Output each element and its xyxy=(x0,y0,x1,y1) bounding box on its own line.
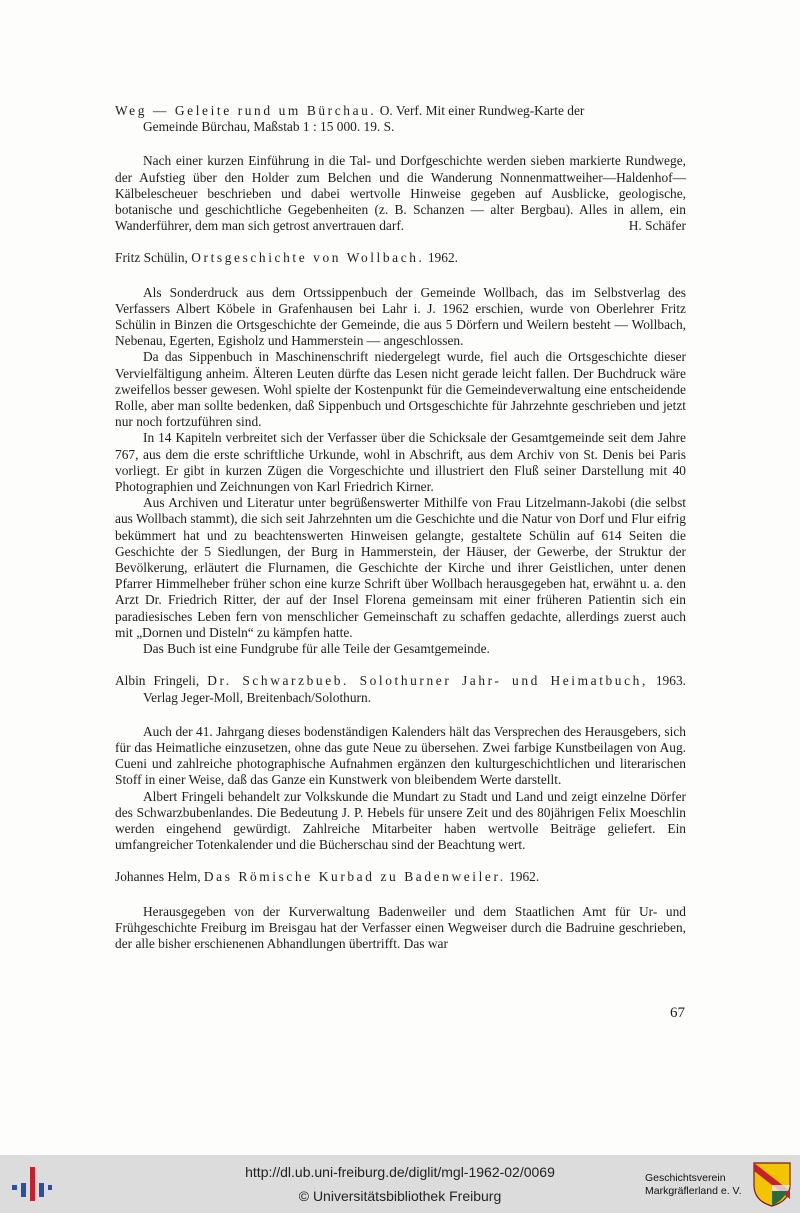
publication-details: 1962. xyxy=(424,250,458,266)
book-title: Das Römische Kurbad zu Badenweiler. xyxy=(203,869,506,885)
review-paragraph: In 14 Kapiteln verbreitet sich der Verfasser über die Schicksale der Gesamtgemeinde seit dem Jahre 767, aus dem die erste schriftliche Urkunde, wohl in Abschrift, aus dem Archiv von St. Denis bei Paris vorliegt. Er gibt in kurzen Zügen die Vorgeschichte und illustriert den Fluß seiner Darstellung mit 40 Photographien und Zeichnungen von Karl Friedrich Kirner. xyxy=(115,430,686,495)
publication-details: 1963. Verlag Jeger-Moll, Breitenbach/Solothurn. xyxy=(143,673,686,705)
book-title: Ortsgeschichte von Wollbach. xyxy=(191,250,425,266)
review-paragraph: Da das Sippenbuch in Maschinenschrift niedergelegt wurde, fiel auch die Ortsgeschichte dieser Vervielfältigung anheim. Älteren Leuten dürfte das Lesen nicht gerade leicht fallen. Der Buchdruck wäre zweifellos besser gewesen. Wohl spielte der Kostenpunkt für die Gemeindeverwaltung eine entscheidende Rolle, aber man sollte bedenken, daß Sippenbuch und Ortsgeschichte für Jahrzehnte geschrieben und jetzt nur noch fortzuführen sind. xyxy=(115,349,686,430)
author-name: Albin Fringeli, xyxy=(115,673,208,689)
author-name: Johannes Helm, xyxy=(115,869,204,885)
publication-details: 1962. xyxy=(505,869,540,885)
reviewer-signature: H. Schäfer xyxy=(628,218,686,234)
publication-details: O. Verf. Mit einer Rundweg-Karte der xyxy=(376,103,585,118)
coat-of-arms-icon[interactable] xyxy=(752,1161,792,1207)
review-heading xyxy=(115,673,686,705)
review-entry xyxy=(115,250,686,657)
review-entry xyxy=(115,673,686,853)
review-paragraph: Das Buch ist eine Fundgrube für alle Teile der Gesamtgemeinde. xyxy=(143,641,490,657)
review-paragraph: Als Sonderdruck aus dem Ortssippenbuch der Gemeinde Wollbach, das im Selbstverlag des Verfassers Albert Köbele in Grafenhausen bei Lahr i. J. 1962 erschien, wurde von Oberlehrer Fritz Schülin in Binzen die Ortsgeschichte der Gemeinde, die aus 5 Dörfern und Weilern besteht — Wollbach, Nebenau, Egerten, Egisholz und Hammerstein — angeschlossen. xyxy=(115,284,686,349)
review-entry xyxy=(115,103,686,234)
review-paragraph: Herausgegeben von der Kurverwaltung Badenweiler und dem Staatlichen Amt für Ur- und Frühgeschichte Freiburg im Breisgau hat der Verfasser einen Wegweiser durch die Badruine geschrieben, der alle bisher erschienenen Abhandlungen übertrifft. Das war xyxy=(115,903,686,951)
book-title: Weg — Geleite rund um Bürchau. xyxy=(115,103,377,118)
society-name: Geschichtsverein Markgräflerland e. V. xyxy=(645,1172,742,1197)
review-paragraph: Aus Archiven und Literatur unter begrüßenswerter Mithilfe von Frau Litzelmann-Jakobi (die selbst aus Wollbach stammt), die sich seit Jahrzehnten um die Geschichte und die Natur von Dorf und Flur eifrig bekümmert hat und zu beachtenswerten Hinweisen gelangte, gestaltete Schülin auf 614 Seiten die Geschichte der 5 Siedlungen, der Burg in Hammerstein, der Häuser, der Gewerbe, der Struktur der Bevölkerung, erläutert die Flurnamen, die Geschichte der Kirche und ihrer Geistlichen, unter denen Pfarrer Himmelheber früher schon eine kurze Schrift über Wollbach herausgegeben hat, erwähnt u. a. den Arzt Dr. Friedrich Ritter, der auf der Insel Florena gemeinsam mit einer früheren Patientin sich ein paradiesisches Leben fern von menschlicher Gemeinschaft zu schaffen gedachte, allerdings zuerst auch mit „Dornen und Disteln“ zu kämpfen hatte. xyxy=(115,495,686,640)
review-heading xyxy=(115,869,686,885)
footer-bar xyxy=(0,1155,800,1213)
page-number: 67 xyxy=(670,1005,685,1021)
text-column xyxy=(115,103,686,952)
review-paragraph: Auch der 41. Jahrgang dieses bodenständigen Kalenders hält das Versprechen des Herausgebers, sich für das Heimatliche einzusetzen, ohne das gute Neue zu übersehen. Zwei farbige Kunstbeilagen von Aug. Cueni und zahlreiche photographische Aufnahmen ergänzen den kulturgeschichtlichen und literarischen Stoff in einer Weise, daß das Ganze ein Kunstwerk von bleibendem Werte darstellt. xyxy=(115,723,686,788)
publication-details: Gemeinde Bürchau, Maßstab 1 : 15 000. 19. S. xyxy=(143,119,395,135)
review-paragraph: Nach einer kurzen Einführung in die Tal- und Dorfgeschichte werden sieben markierte Rundwege, der Aufstieg über den Holder zum Belchen und die Wanderung Nonnenmattweiher—Haldenhof—Kälbelescheuer beschrieben und dabei wertvolle Hinweise gegeben auf Ausblicke, geologische, botanische und geschichtliche Gegebenheiten (z. B. Schanzen — alter Bergbau). Alles in allem, ein Wanderführer, dem man sich getrost anvertrauen darf. H. Schäfer xyxy=(115,153,686,234)
review-heading xyxy=(115,103,686,135)
review-entry xyxy=(115,869,686,952)
document-url-link[interactable]: http://dl.ub.uni-freiburg.de/diglit/mgl-1962-02/0069 xyxy=(245,1164,555,1180)
copyright-notice: © Universitätsbibliothek Freiburg xyxy=(298,1188,502,1204)
book-title: Dr. Schwarzbueb. Solothurner Jahr- und Heimatbuch, xyxy=(207,673,648,689)
review-paragraph: Albert Fringeli behandelt zur Volkskunde die Mundart zu Stadt und Land und zeigt einzelne Dörfer des Schwarzbubenlandes. Die Bedeutung J. P. Hebels für unsere Zeit und des 80jährigen Felix Moeschlin werden eingehend gewürdigt. Zahlreiche Mitarbeiter haben wertvolle Beiträge geliefert. Ein umfangreicher Totenkalender und die Bücherschau sind der Beachtung wert. xyxy=(115,788,686,853)
author-name: Fritz Schülin, xyxy=(115,250,192,266)
review-heading xyxy=(115,250,686,266)
